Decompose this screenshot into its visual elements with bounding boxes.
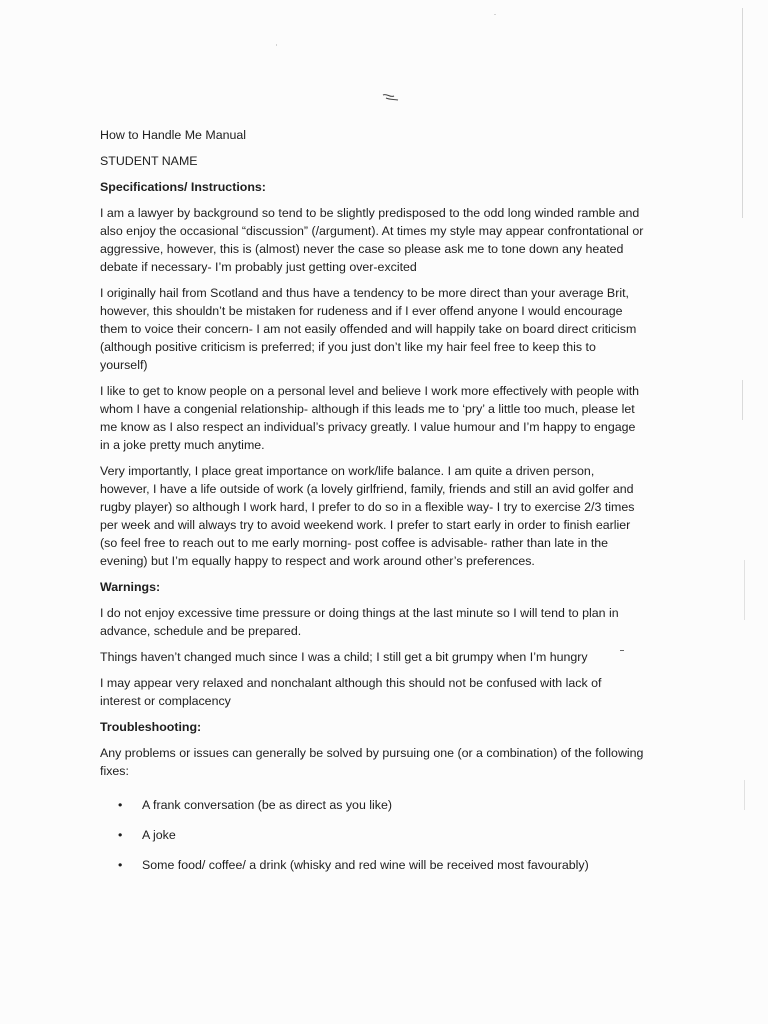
list-item-text: A joke [142,828,176,842]
section-heading-troubleshooting: Troubleshooting: [100,720,202,734]
bullet-icon: • [118,858,123,872]
manual-body [100,126,645,886]
bullet-icon: • [118,828,123,842]
document-title: How to Handle Me Manual [100,128,247,142]
pen-scribble-mark [382,92,400,102]
list-item [100,826,645,844]
paragraph: Any problems or issues can generally be solved by pursuing one (or a combination) of the following fixes: [100,746,644,778]
paragraph: I may appear very relaxed and nonchalant although this should not be confused with lack of interest or complacency [100,676,602,708]
list-item [100,856,645,874]
scan-artifact [742,380,743,420]
section-heading-specifications: Specifications/ Instructions: [100,180,266,194]
list-item [100,796,645,814]
bullet-icon: • [118,798,123,812]
paragraph: Very importantly, I place great importance on work/life balance. I am quite a driven person, however, I have a life outside of work (a lovely girlfriend, family, friends and still an avid golfer and rugby player) so although I work hard, I prefer to do so in a flexible way- I try to exercise 2/3 times per week and will always try to avoid weekend work. I prefer to start early in order to finish earlier (so feel free to reach out to me early morning- post coffee is advisable- rather than late in the evening) but I’m equally happy to respect and work around other’s preferences. [100,464,635,568]
list-item-text: Some food/ coffee/ a drink (whisky and red wine will be received most favourably) [142,858,589,872]
section-heading-warnings: Warnings: [100,580,161,594]
scan-artifact [744,780,745,810]
list-item-text: A frank conversation (be as direct as you like) [142,798,392,812]
paragraph: I originally hail from Scotland and thus have a tendency to be more direct than your average Brit, however, this shouldn’t be mistaken for rudeness and if I ever offend anyone I would encourage them to voice their concern- I am not easily offended and will happily take on board direct criticism (although positive criticism is preferred; if you just don’t like my hair feel free to keep this to yourself) [100,286,637,372]
scan-artifact [276,44,277,46]
paragraph: I like to get to know people on a personal level and believe I work more effectively with people with whom I have a congenial relationship- although if this leads me to ‘pry’ a little too much, please let me know as I also respect an individual’s privacy greatly. I value humour and I’m happy to engage in a joke pretty much anytime. [100,384,640,452]
student-name: STUDENT NAME [100,154,198,168]
scan-artifact [742,8,743,218]
paragraph: I do not enjoy excessive time pressure or doing things at the last minute so I will tend to plan in advance, schedule and be prepared. [100,606,619,638]
fixes-list [100,796,645,874]
scan-artifact [744,560,745,620]
scan-artifact [494,14,496,15]
paragraph: Things haven’t changed much since I was a child; I still get a bit grumpy when I’m hungry [100,650,588,664]
paragraph: I am a lawyer by background so tend to be slightly predisposed to the odd long winded ramble and also enjoy the occasional “discussion” (/argument). At times my style may appear confrontational or aggressive, however, this is (almost) never the case so please ask me to tone down any heated debate if necessary- I’m probably just getting over-excited [100,206,644,274]
